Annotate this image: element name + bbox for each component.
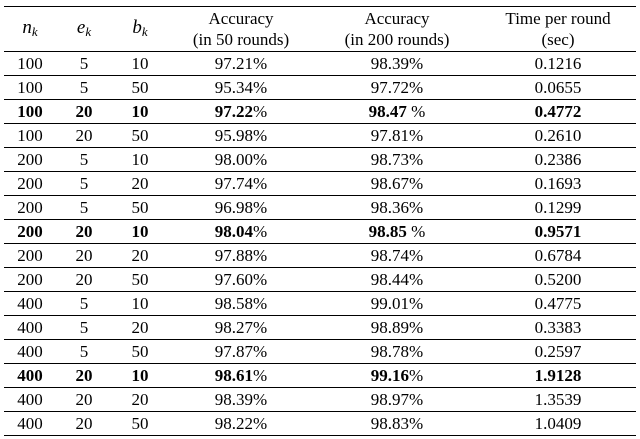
cell-time-per-round-value: 1.0409 [534,414,582,433]
cell-accuracy-50-value: 97.88 [214,246,254,265]
cell-n-k-value: 200 [17,222,43,241]
cell-time-per-round-value: 0.9571 [534,222,582,241]
cell-accuracy-50 [168,244,314,268]
cell-time-per-round-value: 0.1693 [534,174,582,193]
table-row [4,52,636,76]
cell-b-k [112,100,168,124]
cell-accuracy-200-percent: % [409,318,424,337]
cell-accuracy-200-value: 98.74 [370,246,410,265]
cell-n-k [4,412,56,436]
cell-accuracy-50 [168,124,314,148]
cell-time-per-round [480,268,636,292]
cell-b-k-value: 50 [131,198,149,217]
cell-e-k [56,148,112,172]
cell-time-per-round-value: 0.3383 [534,318,582,337]
cell-accuracy-200-value: 98.73 [370,150,410,169]
cell-accuracy-200-value: 97.72 [370,78,410,97]
cell-accuracy-200 [314,244,480,268]
cell-accuracy-50 [168,364,314,388]
table-row [4,388,636,412]
cell-accuracy-50-percent: % [253,318,268,337]
cell-b-k [112,196,168,220]
table-body [4,52,636,436]
cell-n-k [4,52,56,76]
cell-accuracy-50-value: 98.00 [214,150,254,169]
cell-accuracy-50-value: 97.60 [214,270,254,289]
header-n-k: $n_k$ [4,7,56,52]
cell-accuracy-200 [314,100,480,124]
cell-accuracy-50-value: 97.21 [214,54,254,73]
cell-e-k-value: 5 [79,342,89,361]
cell-accuracy-200 [314,196,480,220]
cell-accuracy-50 [168,76,314,100]
cell-b-k [112,124,168,148]
cell-accuracy-50-value: 98.58 [214,294,254,313]
cell-time-per-round [480,364,636,388]
cell-time-per-round [480,316,636,340]
cell-time-per-round-value: 1.3539 [534,390,582,409]
header-accuracy-50: Accuracy (in 50 rounds) [168,7,314,52]
cell-n-k-value: 100 [17,126,43,145]
cell-e-k-value: 5 [79,174,89,193]
cell-accuracy-200-value: 98.83 [370,414,410,433]
cell-accuracy-200 [314,364,480,388]
cell-accuracy-50 [168,148,314,172]
cell-accuracy-50-value: 95.34 [214,78,254,97]
cell-e-k [56,292,112,316]
cell-accuracy-50-value: 96.98 [214,198,254,217]
cell-accuracy-200-value: 97.81 [370,126,410,145]
header-b-k: $b_k$ [112,7,168,52]
cell-n-k-value: 400 [17,414,43,433]
cell-accuracy-200-value: 98.97 [370,390,410,409]
cell-n-k [4,220,56,244]
cell-accuracy-200-value: 98.36 [370,198,410,217]
cell-n-k-value: 400 [17,294,43,313]
cell-accuracy-50 [168,292,314,316]
cell-b-k-value: 10 [131,102,149,121]
cell-e-k-value: 20 [75,366,93,385]
cell-n-k-value: 200 [17,246,43,265]
cell-accuracy-200-percent: % [409,414,424,433]
cell-accuracy-200-value: 98.89 [370,318,410,337]
cell-accuracy-50-percent: % [253,78,268,97]
cell-e-k-value: 20 [75,102,93,121]
cell-accuracy-50 [168,172,314,196]
cell-accuracy-50-percent: % [253,366,268,385]
cell-n-k [4,172,56,196]
cell-accuracy-200-value: 98.47 [368,102,407,121]
cell-e-k-value: 20 [75,390,93,409]
cell-accuracy-200-value: 99.01 [370,294,410,313]
cell-accuracy-50 [168,52,314,76]
cell-b-k-value: 20 [131,246,149,265]
results-table [4,6,636,436]
cell-time-per-round-value: 0.2610 [534,126,582,145]
cell-e-k [56,268,112,292]
cell-accuracy-50 [168,268,314,292]
cell-time-per-round-value: 0.2386 [534,150,582,169]
cell-accuracy-50 [168,340,314,364]
cell-time-per-round-value: 1.9128 [534,366,582,385]
cell-n-k-value: 200 [17,174,43,193]
table-row [4,76,636,100]
cell-time-per-round-value: 0.1299 [534,198,582,217]
cell-b-k [112,76,168,100]
cell-n-k [4,316,56,340]
cell-n-k-value: 100 [17,102,43,121]
cell-e-k-value: 20 [75,222,93,241]
table-row [4,100,636,124]
cell-accuracy-200-percent: % [409,246,424,265]
cell-time-per-round [480,292,636,316]
cell-e-k-value: 5 [79,318,89,337]
table-row [4,244,636,268]
cell-accuracy-50-value: 98.22 [214,414,254,433]
cell-time-per-round-value: 0.0655 [534,78,582,97]
cell-accuracy-50 [168,196,314,220]
cell-e-k [56,388,112,412]
cell-time-per-round-value: 0.2597 [534,342,582,361]
cell-n-k [4,196,56,220]
cell-accuracy-50-value: 98.27 [214,318,254,337]
cell-accuracy-50-percent: % [253,294,268,313]
header-e-k: $e_k$ [56,7,112,52]
cell-n-k [4,100,56,124]
cell-e-k [56,412,112,436]
cell-n-k [4,388,56,412]
cell-b-k [112,388,168,412]
cell-accuracy-200-percent: % [409,126,424,145]
cell-time-per-round [480,220,636,244]
cell-accuracy-200-percent: % [409,54,424,73]
cell-accuracy-200-percent: % [409,342,424,361]
cell-time-per-round [480,76,636,100]
cell-accuracy-200-percent: % [409,78,424,97]
cell-n-k-value: 400 [17,390,43,409]
cell-b-k-value: 50 [131,126,149,145]
cell-accuracy-50-percent: % [253,342,268,361]
table-row [4,124,636,148]
cell-b-k-value: 10 [131,222,149,241]
cell-n-k-value: 200 [17,150,43,169]
table-row [4,196,636,220]
cell-n-k [4,292,56,316]
cell-b-k-value: 50 [131,414,149,433]
cell-accuracy-200-percent: % [409,294,424,313]
cell-b-k [112,412,168,436]
cell-b-k-value: 50 [131,342,149,361]
cell-e-k-value: 20 [75,246,93,265]
cell-accuracy-200 [314,412,480,436]
table-row [4,220,636,244]
table-row [4,340,636,364]
cell-time-per-round [480,148,636,172]
cell-b-k-value: 10 [131,366,149,385]
cell-n-k [4,76,56,100]
cell-accuracy-200-percent: % [409,150,424,169]
cell-accuracy-50-percent: % [253,198,268,217]
cell-e-k-value: 5 [79,198,89,217]
cell-accuracy-50-value: 95.98 [214,126,254,145]
cell-e-k [56,52,112,76]
cell-accuracy-50-percent: % [253,414,268,433]
cell-accuracy-50-percent: % [253,126,268,145]
cell-e-k [56,340,112,364]
cell-accuracy-50-value: 98.04 [214,222,254,241]
cell-e-k [56,220,112,244]
cell-accuracy-200-value: 98.44 [370,270,410,289]
cell-accuracy-200-percent: % [409,270,424,289]
header-row [4,7,636,52]
cell-accuracy-200 [314,76,480,100]
cell-e-k [56,172,112,196]
cell-n-k [4,268,56,292]
cell-b-k [112,292,168,316]
cell-accuracy-50-percent: % [253,174,268,193]
cell-accuracy-200-value: 98.67 [370,174,410,193]
cell-time-per-round [480,100,636,124]
cell-accuracy-50-value: 98.61 [214,366,254,385]
cell-accuracy-200 [314,148,480,172]
cell-accuracy-200-percent: % [409,390,424,409]
header-time-per-round: Time per round (sec) [480,7,636,52]
cell-accuracy-50-percent: % [253,222,268,241]
cell-accuracy-50 [168,316,314,340]
cell-n-k [4,364,56,388]
cell-accuracy-200 [314,388,480,412]
cell-accuracy-200 [314,124,480,148]
cell-accuracy-200 [314,220,480,244]
cell-b-k [112,268,168,292]
cell-accuracy-50-percent: % [253,102,268,121]
cell-e-k-value: 20 [75,270,93,289]
cell-accuracy-50-percent: % [253,54,268,73]
cell-accuracy-200-percent: % [406,102,426,121]
cell-time-per-round [480,124,636,148]
cell-accuracy-50-value: 97.74 [214,174,254,193]
cell-b-k [112,172,168,196]
cell-accuracy-200 [314,172,480,196]
cell-b-k [112,244,168,268]
cell-n-k-value: 100 [17,78,43,97]
cell-e-k [56,196,112,220]
cell-accuracy-200 [314,316,480,340]
cell-time-per-round [480,244,636,268]
cell-time-per-round [480,52,636,76]
cell-e-k [56,244,112,268]
cell-accuracy-200-value: 99.16 [370,366,410,385]
cell-accuracy-50-percent: % [253,390,268,409]
cell-b-k [112,148,168,172]
cell-b-k-value: 10 [131,54,149,73]
table-row [4,292,636,316]
cell-n-k [4,148,56,172]
table-row [4,364,636,388]
cell-e-k [56,76,112,100]
cell-e-k [56,316,112,340]
cell-n-k [4,244,56,268]
cell-n-k-value: 400 [17,366,43,385]
cell-b-k-value: 10 [131,150,149,169]
cell-time-per-round [480,388,636,412]
cell-time-per-round [480,340,636,364]
table-row [4,268,636,292]
table-row [4,412,636,436]
cell-n-k [4,124,56,148]
cell-accuracy-200-percent: % [406,222,426,241]
table-row [4,316,636,340]
cell-e-k-value: 20 [75,414,93,433]
cell-b-k-value: 50 [131,270,149,289]
cell-accuracy-50-value: 97.22 [214,102,254,121]
cell-b-k [112,52,168,76]
table-header [4,7,636,52]
cell-b-k-value: 20 [131,174,149,193]
cell-accuracy-50-percent: % [253,270,268,289]
cell-accuracy-200 [314,268,480,292]
cell-n-k-value: 200 [17,198,43,217]
cell-e-k-value: 5 [79,54,89,73]
cell-b-k [112,316,168,340]
cell-n-k-value: 100 [17,54,43,73]
cell-e-k [56,364,112,388]
cell-time-per-round-value: 0.4775 [534,294,582,313]
cell-b-k [112,364,168,388]
cell-e-k-value: 5 [79,150,89,169]
cell-time-per-round-value: 0.6784 [534,246,582,265]
cell-accuracy-50-value: 97.87 [214,342,254,361]
cell-accuracy-50-value: 98.39 [214,390,254,409]
cell-e-k-value: 20 [75,126,93,145]
table-row [4,172,636,196]
cell-b-k-value: 50 [131,78,149,97]
cell-accuracy-200 [314,292,480,316]
header-accuracy-200: Accuracy (in 200 rounds) [314,7,480,52]
cell-b-k-value: 10 [131,294,149,313]
cell-time-per-round [480,196,636,220]
cell-accuracy-50-percent: % [253,246,268,265]
cell-e-k-value: 5 [79,294,89,313]
table-row [4,148,636,172]
cell-time-per-round [480,412,636,436]
cell-accuracy-50-percent: % [253,150,268,169]
cell-accuracy-50 [168,388,314,412]
cell-e-k [56,124,112,148]
cell-accuracy-200 [314,52,480,76]
cell-accuracy-200-percent: % [409,198,424,217]
cell-b-k [112,220,168,244]
cell-accuracy-200-value: 98.39 [370,54,410,73]
cell-accuracy-50 [168,412,314,436]
cell-e-k [56,100,112,124]
cell-accuracy-200-percent: % [409,366,424,385]
cell-time-per-round-value: 0.5200 [534,270,582,289]
cell-accuracy-50 [168,100,314,124]
cell-accuracy-200 [314,340,480,364]
cell-accuracy-50 [168,220,314,244]
cell-n-k-value: 400 [17,342,43,361]
cell-accuracy-200-value: 98.78 [370,342,410,361]
cell-b-k [112,340,168,364]
cell-time-per-round-value: 0.4772 [534,102,582,121]
results-table-container [4,6,636,436]
cell-accuracy-200-percent: % [409,174,424,193]
cell-b-k-value: 20 [131,318,149,337]
cell-accuracy-200-value: 98.85 [368,222,407,241]
cell-n-k-value: 200 [17,270,43,289]
cell-n-k [4,340,56,364]
cell-time-per-round [480,172,636,196]
cell-n-k-value: 400 [17,318,43,337]
cell-b-k-value: 20 [131,390,149,409]
cell-time-per-round-value: 0.1216 [534,54,582,73]
cell-e-k-value: 5 [79,78,89,97]
